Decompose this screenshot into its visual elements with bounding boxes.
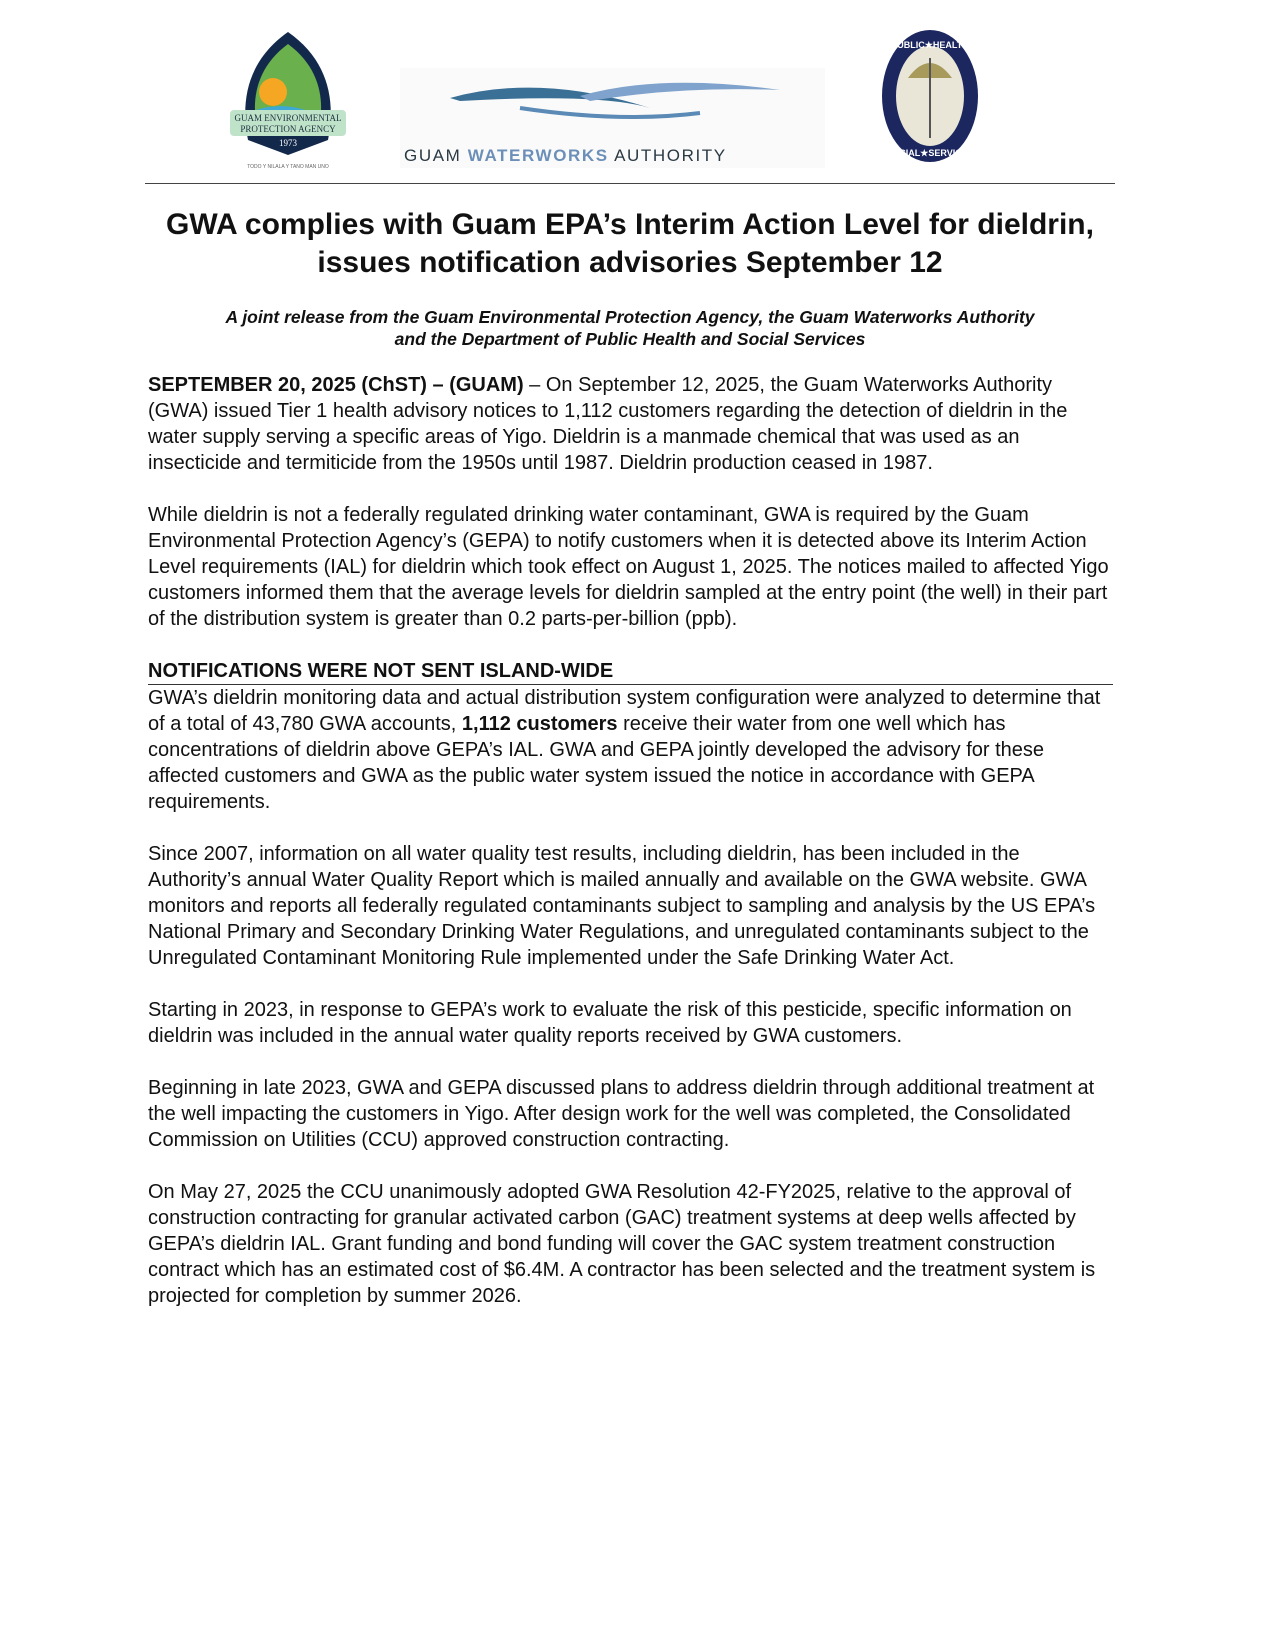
gepa-seal-logo xyxy=(228,30,348,180)
svg-text:PROTECTION AGENCY: PROTECTION AGENCY xyxy=(240,124,336,134)
svg-text:SOCIAL★SERVICES: SOCIAL★SERVICES xyxy=(886,148,974,158)
paragraph: While dieldrin is not a federally regulated drinking water contaminant, GWA is required by the Guam Environmental Protection Agency’s (GEPA) to notify customers when it is detected above its Interim Action Level requirements (IAL) for dieldrin which took effect on August 1, 2025. The notices mailed to affected Yigo customers informed them that the average levels for dieldrin sampled at the entry point (the well) in their part of the distribution system is greater than 0.2 parts-per-billion (ppb). xyxy=(148,504,1109,630)
dateline: SEPTEMBER 20, 2025 (ChST) – (GUAM) xyxy=(148,374,524,396)
header-divider xyxy=(145,183,1115,184)
paragraph: Since 2007, information on all water quality test results, including dieldrin, has been included in the Authority’s annual Water Quality Report which is mailed annually and available on the GWA website. GWA monitors and reports all federally regulated contaminants subject to sampling and analysis by the US EPA’s National Primary and Secondary Drinking Water Regulations, and unregulated contaminants subject to the Unregulated Contaminant Monitoring Rule implemented under the Safe Drinking Water Act. xyxy=(148,843,1096,969)
subtitle-line: and the Department of Public Health and Social Services xyxy=(394,329,866,349)
dphss-seal-logo xyxy=(878,28,982,168)
paragraph xyxy=(148,372,1113,476)
emphasis: 1,112 customers xyxy=(461,713,618,735)
paragraph-text: – On September 12, 2025, the Guam Waterworks Authority (GWA) issued Tier 1 health advisory notices to 1,112 customers regarding the detection of dieldrin in the water supply serving a specific areas of Yigo. Dieldrin is a manmade chemical that was used as an insecticide and termiticide from the 1950s until 1987. Dieldrin production ceased in 1987. xyxy=(148,374,1068,474)
paragraph-text: receive their water from one well which has concentrations of dieldrin above GEPA’s IAL. GWA and GEPA jointly developed the advisory for these affected customers and GWA as the public water system issued the notice in accordance with GEPA requirements. xyxy=(148,713,1045,813)
svg-text:1973: 1973 xyxy=(279,138,297,148)
paragraph: Beginning in late 2023, GWA and GEPA discussed plans to address dieldrin through additional treatment at the well impacting the customers in Yigo. After design work for the well was completed, the Consolidated Commission on Utilities (CCU) approved construction contracting. xyxy=(148,1077,1095,1151)
paragraph: On May 27, 2025 the CCU unanimously adopted GWA Resolution 42-FY2025, relative to the approval of construction contracting for granular activated carbon (GAC) treatment systems at deep wells affected by GEPA’s dieldrin IAL. Grant funding and bond funding will cover the GAC system treatment construction contract which has an estimated cost of $6.4M. A contractor has been selected and the treatment system is projected for completion by summer 2026. xyxy=(148,1181,1096,1307)
wave-icon xyxy=(400,68,825,138)
page-title: GWA complies with Guam EPA’s Interim Action Level for dieldrin, issues notification advisories September 12 xyxy=(166,208,1094,279)
svg-text:TODO Y NILALA Y TANO MAN UNO: TODO Y NILALA Y TANO MAN UNO xyxy=(247,164,329,170)
subtitle xyxy=(145,306,1115,350)
article-body xyxy=(148,372,1113,1335)
section-heading: NOTIFICATIONS WERE NOT SENT ISLAND-WIDE xyxy=(148,658,1113,685)
gwa-logo: GUAM WATERWORKS AUTHORITY xyxy=(400,68,825,168)
subtitle-line: A joint release from the Guam Environmental Protection Agency, the Guam Waterworks Authority xyxy=(225,307,1035,327)
svg-text:GUAM ENVIRONMENTAL: GUAM ENVIRONMENTAL xyxy=(234,113,342,123)
paragraph xyxy=(148,685,1113,815)
svg-text:PUBLIC★HEALTH: PUBLIC★HEALTH xyxy=(891,40,969,50)
paragraph-text: GWA’s dieldrin monitoring data and actual distribution system configuration were analyzed to determine that of a total of 43,780 GWA accounts, xyxy=(148,687,1101,735)
header-logos xyxy=(0,28,1265,178)
paragraph: Starting in 2023, in response to GEPA’s work to evaluate the risk of this pesticide, specific information on dieldrin was included in the annual water quality reports received by GWA customers. xyxy=(148,999,1072,1047)
